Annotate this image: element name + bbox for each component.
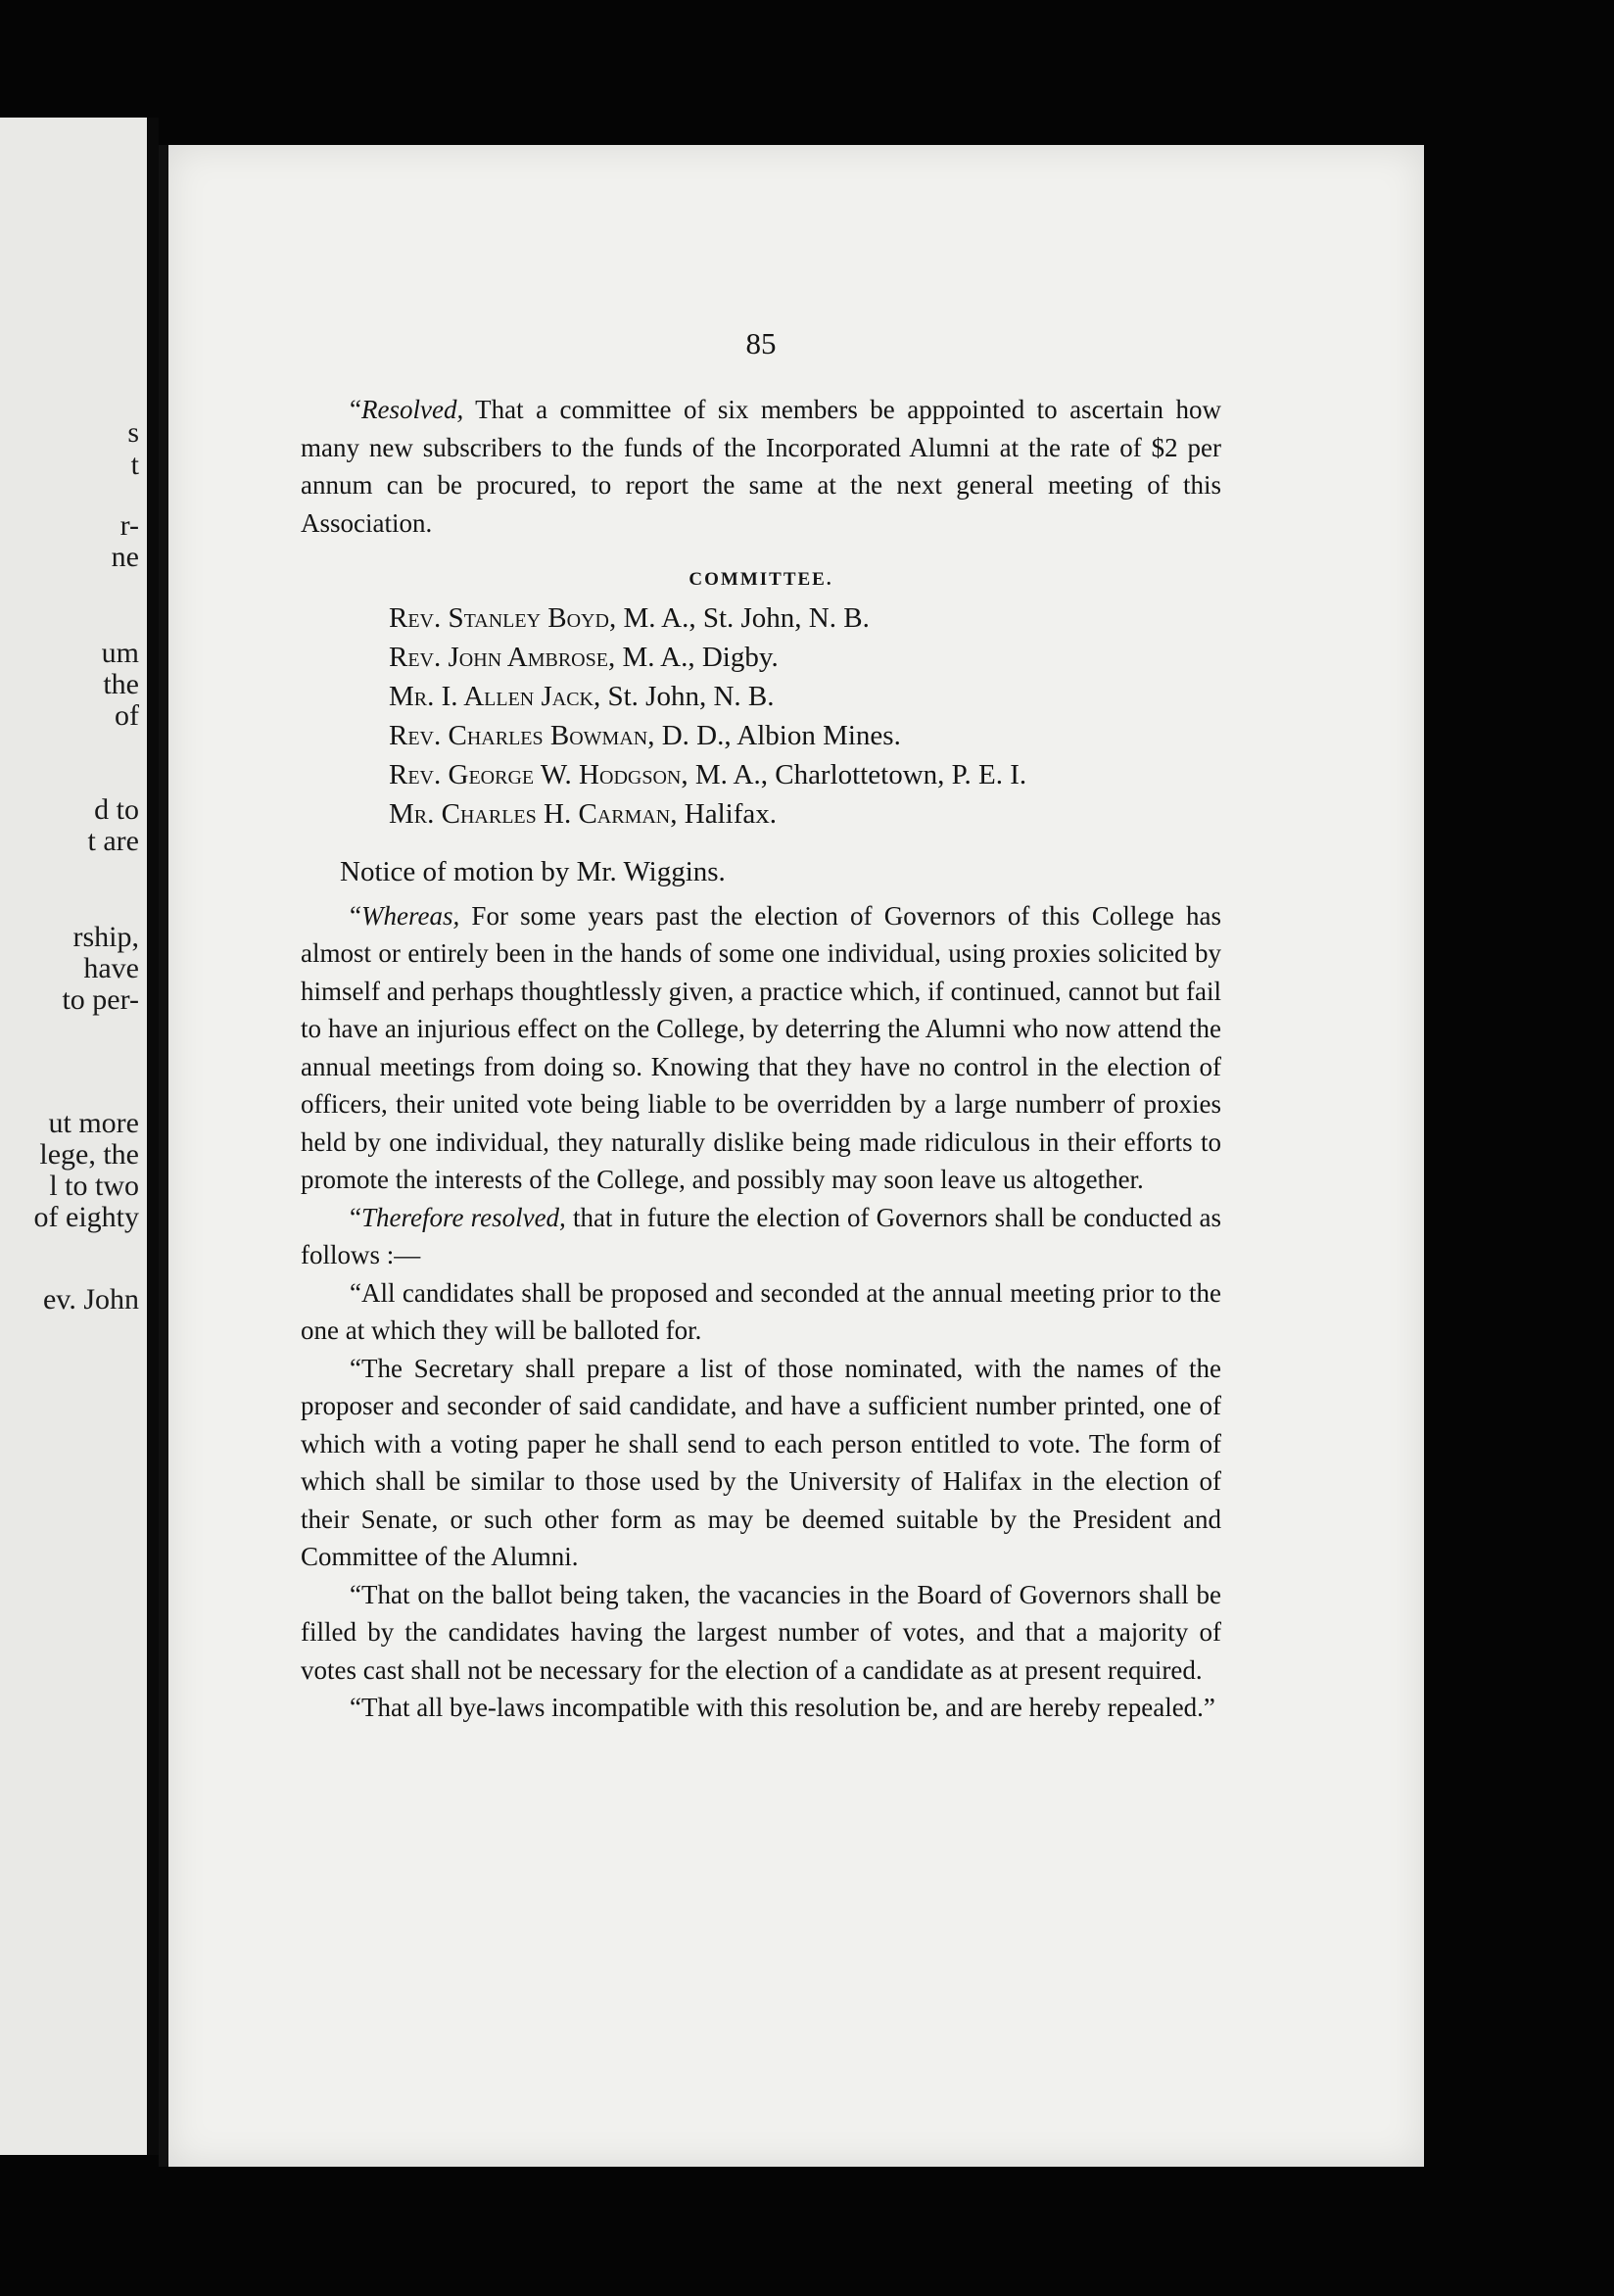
- clause-paragraph: “That on the ballot being taken, the vacancies in the Board of Governors shall be filled by the candidates having the largest number of votes, and that a majority of votes cast shall not be necessary for the election of a candidate as at present required.: [301, 1579, 1221, 1685]
- whereas-text: For some years past the election of Governors of this College has almost or entirely been in the hands of some one individual, using proxies solicited by himself and perhaps thoughtlessly given, a practice which, if continued, cannot but fail to have an injurious effect on the College, by deterring the Alumni who now attend the annual meetings from doing so. Knowing that they have no control in the election of officers, their united vote being liable to be overridden by a large numberr of proxies held by one individual, they naturally dislike being made ridiculous in their efforts to promote the interests of the College, and possibly may soon leave us altogether.: [301, 900, 1221, 1194]
- therefore-keyword: Therefore resolved,: [360, 1202, 566, 1232]
- resolution-paragraph: [301, 391, 1221, 542]
- member-details: M. A., St. John, N. B.: [623, 602, 870, 634]
- left-fragment: r-: [119, 509, 139, 542]
- member-name: Stanley Boyd,: [448, 602, 617, 634]
- clause-paragraph: “That all bye-laws incompatible with this resolution be, and are hereby repealed.”: [350, 1693, 1215, 1722]
- left-fragment: ne: [111, 541, 139, 573]
- left-fragment: l to two: [49, 1170, 139, 1202]
- whereas-paragraph: [301, 897, 1221, 1199]
- resolution-keyword: Resolved,: [360, 395, 464, 424]
- left-fragment: t: [130, 449, 139, 481]
- left-fragment: rship,: [72, 921, 139, 953]
- member-title: Rev.: [389, 759, 442, 790]
- book-gutter: [147, 118, 159, 2155]
- committee-member: [389, 794, 1221, 834]
- notice-of-motion: Notice of motion by Mr. Wiggins.: [340, 856, 726, 887]
- left-fragment: of eighty: [33, 1201, 139, 1233]
- left-fragment: ut more: [48, 1107, 139, 1139]
- member-details: D. D., Albion Mines.: [661, 720, 901, 751]
- left-fragment: ev. John: [42, 1283, 139, 1315]
- resolution-text: That a committee of six members be apppointed to ascertain how many new subscribers to the funds of the Incorporated Alumni at the rate of $2 per annum can be procured, to report the same at the next general meeting of this Association.: [301, 395, 1221, 538]
- page-content: [301, 326, 1221, 1727]
- quote-mark: “: [350, 1202, 361, 1232]
- quote-mark: “: [350, 395, 361, 424]
- left-fragment: s: [127, 416, 139, 449]
- therefore-text: that in future the election of Governors shall be conducted as follows :—: [301, 1202, 1221, 1269]
- left-fragment: t are: [87, 825, 139, 857]
- member-name: I. Allen Jack,: [441, 681, 601, 712]
- quote-mark: “: [350, 900, 361, 931]
- member-details: St. John, N. B.: [607, 681, 775, 712]
- committee-heading: COMMITTEE.: [688, 569, 833, 590]
- left-fragment: the: [103, 668, 139, 700]
- page-number: 85: [745, 326, 777, 360]
- committee-member: [389, 638, 1221, 677]
- whereas-keyword: Whereas,: [360, 900, 460, 931]
- member-name: George W. Hodgson,: [448, 759, 688, 790]
- left-fragment: of: [115, 699, 139, 732]
- committee-member: [389, 755, 1221, 794]
- left-fragment: lege, the: [39, 1138, 139, 1171]
- member-name: John Ambrose,: [448, 642, 616, 673]
- member-title: Rev.: [389, 720, 442, 751]
- previous-page-strip: [0, 118, 150, 2155]
- committee-member: [389, 598, 1221, 638]
- left-fragment: have: [83, 952, 139, 984]
- left-fragment: d to: [94, 793, 139, 826]
- left-fragment: to per-: [62, 983, 139, 1016]
- committee-member: [389, 716, 1221, 755]
- member-title: Rev.: [389, 602, 442, 634]
- clause-paragraph: “The Secretary shall prepare a list of those nominated, with the names of the proposer and seconder of said candidate, and have a sufficient number printed, one of which with a voting paper he shall send to each person entitled to vote. The form of which shall be similar to those used by the University of Halifax in the election of their Senate, or such other form as may be deemed suitable by the President and Committee of the Alumni.: [301, 1353, 1221, 1571]
- member-details: Halifax.: [684, 798, 777, 830]
- member-title: Rev.: [389, 642, 442, 673]
- member-name: Charles H. Carman,: [441, 798, 678, 830]
- therefore-paragraph: [301, 1199, 1221, 1274]
- member-details: M. A., Charlottetown, P. E. I.: [694, 759, 1027, 790]
- member-title: Mr.: [389, 681, 435, 712]
- member-details: M. A., Digby.: [622, 642, 779, 673]
- committee-list: [389, 598, 1221, 834]
- member-name: Charles Bowman,: [448, 720, 655, 751]
- committee-member: [389, 677, 1221, 716]
- clause-paragraph: “All candidates shall be proposed and seconded at the annual meeting prior to the one at which they will be balloted for.: [301, 1277, 1221, 1345]
- document-page: [159, 145, 1424, 2167]
- left-fragment: um: [101, 637, 139, 669]
- member-title: Mr.: [389, 798, 435, 830]
